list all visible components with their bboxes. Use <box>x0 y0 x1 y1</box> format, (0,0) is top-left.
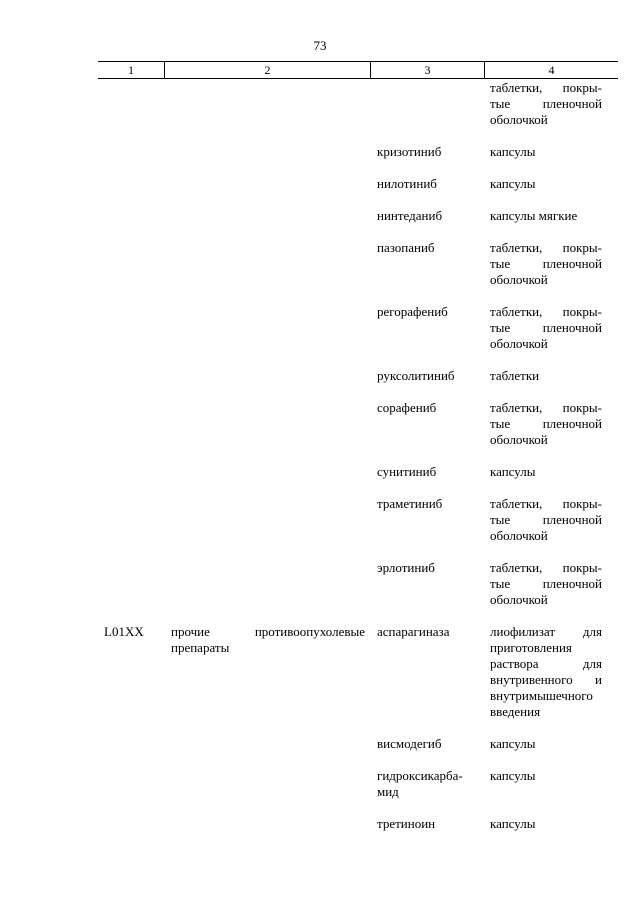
dosage-form-line: таблетки, покры- <box>490 400 602 415</box>
dosage-form-line: внутривенного и <box>490 672 602 687</box>
drug-name: аспарагиназа <box>377 624 450 639</box>
drug-name: траметиниб <box>377 496 443 511</box>
dosage-form-line: оболочкой <box>490 112 548 127</box>
atc-code: L01XX <box>104 624 144 639</box>
drug-name: руксолитиниб <box>377 368 455 383</box>
group-title-line: препараты <box>171 640 230 655</box>
dosage-form-line: капсулы <box>490 176 536 191</box>
dosage-form-line: раствора для <box>490 656 602 671</box>
dosage-form-line: оболочкой <box>490 336 548 351</box>
dosage-form-line: введения <box>490 704 541 719</box>
dosage-form-line: таблетки, покры- <box>490 304 602 319</box>
drug-name: третиноин <box>377 816 436 831</box>
group-title-line: прочие противоопухолевые <box>171 624 365 639</box>
drug-name: висмодегиб <box>377 736 442 751</box>
drug-name: кризотиниб <box>377 144 442 159</box>
dosage-form-line: тые пленочной <box>490 320 602 335</box>
dosage-form-line: тые пленочной <box>490 576 602 591</box>
dosage-form-line: капсулы <box>490 736 536 751</box>
drug-name: сунитиниб <box>377 464 437 479</box>
dosage-form-line: тые пленочной <box>490 512 602 527</box>
drug-name: гидроксикарба- <box>377 768 463 783</box>
table-header <box>98 61 618 79</box>
drug-name: мид <box>377 784 399 799</box>
header-col-3: 3 <box>370 62 484 78</box>
dosage-form-line: оболочкой <box>490 592 548 607</box>
dosage-form-line: тые пленочной <box>490 256 602 271</box>
dosage-form-line: оболочкой <box>490 528 548 543</box>
dosage-form-line: оболочкой <box>490 432 548 447</box>
header-col-1: 1 <box>128 63 134 77</box>
dosage-form-line: таблетки, покры- <box>490 496 602 511</box>
dosage-form-line: таблетки, покры- <box>490 80 602 95</box>
dosage-form-line: таблетки, покры- <box>490 240 602 255</box>
dosage-form-line: капсулы <box>490 144 536 159</box>
page-number: 73 <box>313 38 327 53</box>
dosage-form-line: тые пленочной <box>490 416 602 431</box>
header-col-4: 4 <box>484 62 618 78</box>
header-col-2: 2 <box>164 62 370 78</box>
drug-name: эрлотиниб <box>377 560 435 575</box>
dosage-form-line: капсулы <box>490 768 536 783</box>
dosage-form-line: оболочкой <box>490 272 548 287</box>
dosage-form-line: капсулы <box>490 464 536 479</box>
dosage-form-line: таблетки, покры- <box>490 560 602 575</box>
drug-name: пазопаниб <box>377 240 435 255</box>
drug-name: нинтеданиб <box>377 208 443 223</box>
dosage-form-line: приготовления <box>490 640 572 655</box>
dosage-form-line: тые пленочной <box>490 96 602 111</box>
dosage-form-line: внутримышечного <box>490 688 593 703</box>
dosage-form-line: лиофилизат для <box>490 624 602 639</box>
dosage-form-line: таблетки <box>490 368 540 383</box>
dosage-form-line: капсулы мягкие <box>490 208 578 223</box>
dosage-form-line: капсулы <box>490 816 536 831</box>
drug-name: нилотиниб <box>377 176 437 191</box>
drug-name: сорафениб <box>377 400 437 415</box>
drug-name: регорафениб <box>377 304 448 319</box>
